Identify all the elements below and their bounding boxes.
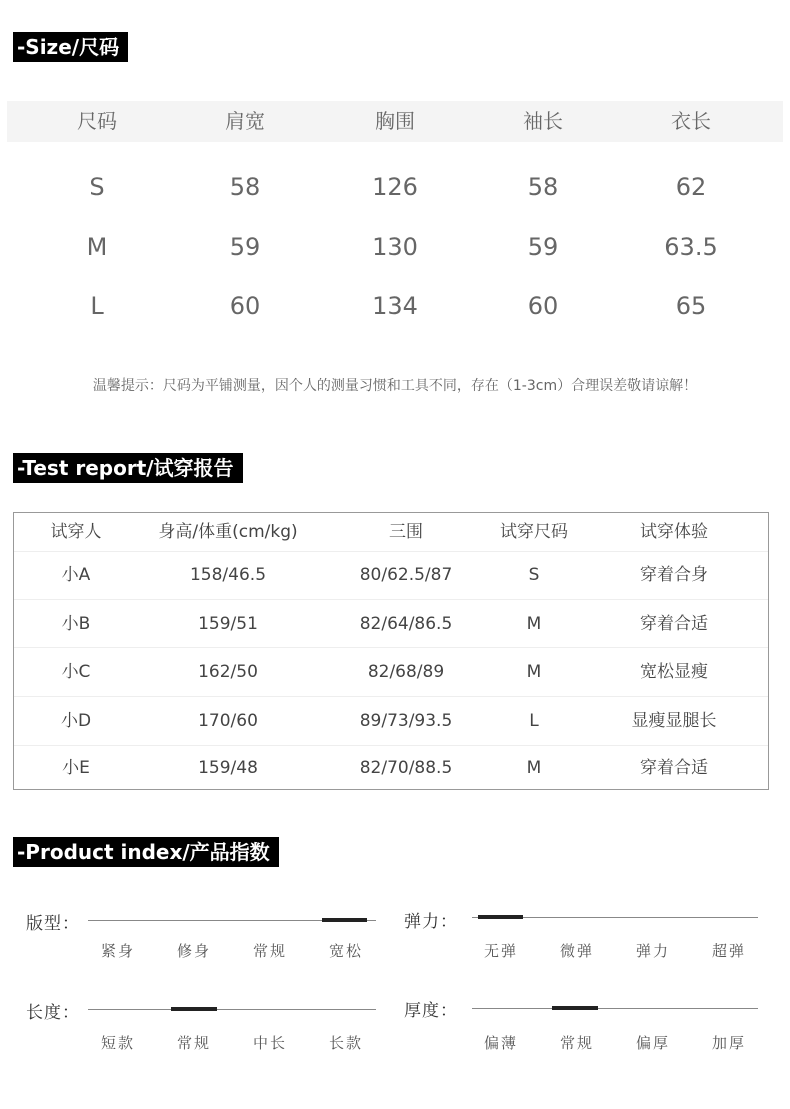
index-option: 常规 <box>252 942 287 960</box>
size-cell: 58 <box>527 173 559 201</box>
report-cell: 158/46.5 <box>189 565 267 585</box>
index-option: 常规 <box>559 1034 594 1052</box>
report-cell: 82/70/88.5 <box>359 758 453 778</box>
index-option: 修身 <box>176 942 211 960</box>
size-cell: 63.5 <box>664 233 718 261</box>
index-option: 长款 <box>328 1034 363 1052</box>
size-cell: 59 <box>527 233 559 261</box>
size-header-cell: 肩宽 <box>225 109 265 133</box>
index-selected-marker <box>171 1007 217 1011</box>
report-row <box>14 696 768 746</box>
index-scale-line <box>472 1008 758 1009</box>
measurement-note: 温馨提示：尺码为平铺测量，因个人的测量习惯和工具不同，存在（1-3cm）合理误差敬请谅解！ <box>92 378 698 394</box>
report-cell: M <box>526 614 542 634</box>
index-selected-marker <box>552 1006 598 1010</box>
report-cell: 89/73/93.5 <box>359 711 453 731</box>
size-cell: 58 <box>229 173 261 201</box>
report-cell: M <box>526 662 542 682</box>
size-cell: 134 <box>372 292 418 320</box>
report-cell: 穿着合身 <box>640 565 708 585</box>
report-cell: 穿着合适 <box>640 614 708 634</box>
index-option: 无弹 <box>483 942 518 960</box>
index-option: 常规 <box>176 1034 211 1052</box>
size-header-cell: 衣长 <box>671 109 711 133</box>
report-cell: 82/68/89 <box>367 662 445 682</box>
report-cell: M <box>526 758 542 778</box>
report-cell: 159/51 <box>198 614 258 634</box>
index-option: 微弹 <box>559 942 594 960</box>
size-cell: 59 <box>229 233 261 261</box>
report-header-row <box>14 513 768 552</box>
report-cell: 小C <box>61 662 91 682</box>
size-cell: L <box>90 292 104 320</box>
report-row <box>14 647 768 697</box>
report-cell: 170/60 <box>198 711 258 731</box>
size-cell: 126 <box>372 173 418 201</box>
index-option: 短款 <box>100 1034 135 1052</box>
size-cell: 130 <box>372 233 418 261</box>
index-option: 加厚 <box>711 1034 746 1052</box>
report-cell: 小E <box>62 758 90 778</box>
index-label: 厚度： <box>404 1001 458 1021</box>
size-cell: 60 <box>229 292 261 320</box>
size-table-row <box>7 286 783 326</box>
size-cell: 65 <box>675 292 707 320</box>
report-cell: 159/48 <box>198 758 258 778</box>
index-selected-marker <box>322 918 367 922</box>
size-table-row <box>7 167 783 207</box>
product-index-section-title: -Product index/产品指数 <box>13 837 279 867</box>
size-header-cell: 尺码 <box>77 109 117 133</box>
index-label: 弹力： <box>404 912 458 932</box>
report-cell: 穿着合适 <box>640 758 708 778</box>
report-header-cell: 三围 <box>389 522 423 542</box>
index-scale-line <box>88 1009 376 1010</box>
report-cell: 80/62.5/87 <box>359 565 453 585</box>
size-table-header <box>7 101 783 142</box>
report-row <box>14 745 768 789</box>
index-option: 弹力 <box>635 942 670 960</box>
index-selected-marker <box>478 915 523 919</box>
size-section-title: -Size/尺码 <box>13 32 128 62</box>
index-option: 宽松 <box>328 942 363 960</box>
report-row <box>14 551 768 600</box>
size-header-cell: 袖长 <box>523 109 563 133</box>
index-label: 长度： <box>26 1003 80 1023</box>
test-report-table <box>13 512 769 790</box>
report-cell: L <box>529 711 539 731</box>
report-cell: S <box>528 565 540 585</box>
report-cell: 162/50 <box>198 662 258 682</box>
report-header-cell: 试穿人 <box>50 522 102 542</box>
report-cell: 显瘦显腿长 <box>631 711 717 731</box>
size-cell: 62 <box>675 173 707 201</box>
size-cell: 60 <box>527 292 559 320</box>
report-header-cell: 试穿尺码 <box>500 522 568 542</box>
report-cell: 小B <box>61 614 91 634</box>
report-cell: 宽松显瘦 <box>640 662 708 682</box>
size-table-row <box>7 227 783 267</box>
index-option: 中长 <box>252 1034 287 1052</box>
test-report-section-title: -Test report/试穿报告 <box>13 453 243 483</box>
index-option: 偏厚 <box>635 1034 670 1052</box>
index-option: 偏薄 <box>483 1034 518 1052</box>
index-option: 紧身 <box>100 942 135 960</box>
report-cell: 82/64/86.5 <box>359 614 453 634</box>
report-cell: 小D <box>60 711 92 731</box>
report-header-cell: 身高/体重(cm/kg) <box>158 522 298 542</box>
size-cell: M <box>86 233 108 261</box>
report-header-cell: 试穿体验 <box>640 522 708 542</box>
index-label: 版型： <box>26 914 80 934</box>
size-header-cell: 胸围 <box>375 109 415 133</box>
report-row <box>14 599 768 648</box>
index-option: 超弹 <box>711 942 746 960</box>
report-cell: 小A <box>61 565 91 585</box>
size-cell: S <box>89 173 105 201</box>
